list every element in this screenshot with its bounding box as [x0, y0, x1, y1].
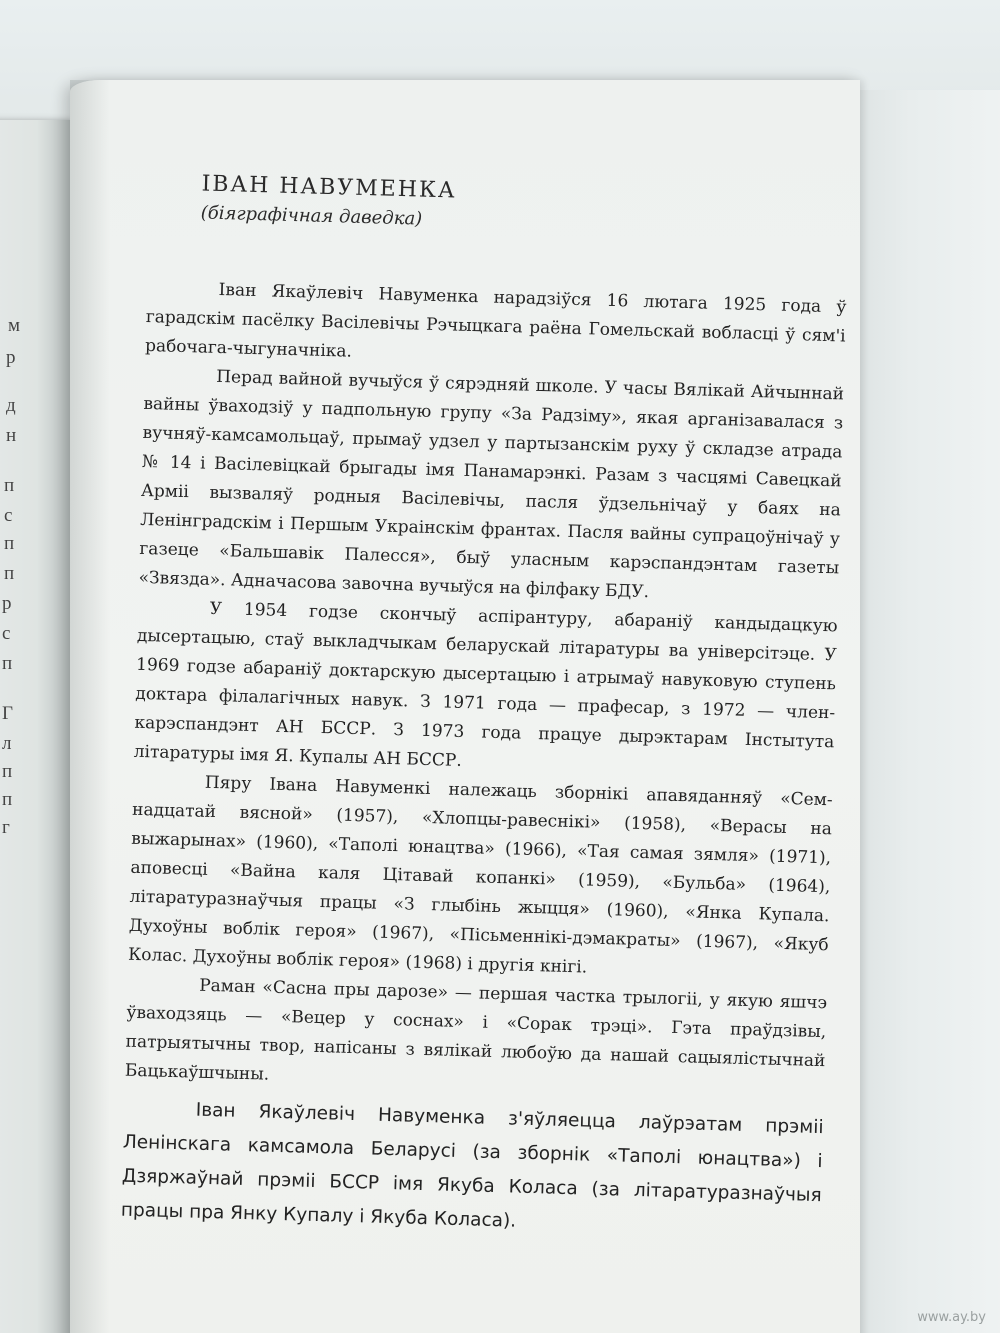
paragraph: У 1954 годзе скончыў аспірантуру, абараніў кандыдацкую дысертацыю, стаў выкладчыкам беларускай літаратуры ва універсітэце. У 1969 годзе абараніў доктарскую дысертацыю і атрымаў навуковую ступень доктара філалагічных навук. З 1971 года — прафесар, з 1972 — член-карэспандэнт АН БССР. З 1973 года працуе дырэктарам Інстытута літаратуры імя Я. Купалы АН БССР.	[133, 598, 838, 771]
facing-letter: г	[2, 817, 10, 838]
final-paragraph: Іван Якаўлевіч Навуменка з'яўляецца лаўрэатам прэміі Ленінскага камсамола Беларусі (за зборнік «Таполі юнацтва») і Дзяржаўнай прэміі БССР імя Якуба Коласа (за літаратуразнаўчыя працы пра Янку Купалу і Якуба Коласа).	[120, 1099, 824, 1232]
facing-letter: п	[2, 789, 13, 810]
facing-letter: п	[2, 761, 13, 782]
facing-letter: н	[6, 425, 17, 446]
paragraph: Перад вайной вучыўся ў сярэдняй школе. У часы Вялікай Айчыннай вайны ўваходзіў у падпольную групу «За Радзіму», якая арганізавалася з вучняў-камсамольцаў, прымаў удзел у партызанскім руху ў складзе атрада № 14 і Васілевіцкай брыгады імя Панамарэнкі. Разам з часцямі Савецкай Арміі вызваляў родныя Васілевічы, пасля ўдзельнічаў у баях на Ленінградскім і Першым Украінскім франтах. Пасля вайны супрацоўнічаў у газеце «Бальшавік Палесся», быў уласным карэспандэнтам газеты «Звязда». Адначасова завочна вучыўся на філфаку БДУ.	[138, 366, 845, 603]
facing-letter: л	[2, 733, 12, 754]
page-title: ІВАН НАВУМЕНКА	[201, 171, 457, 204]
facing-letter: п	[4, 533, 15, 554]
watermark: www.ay.by	[917, 1310, 986, 1325]
page-content	[120, 170, 849, 1247]
facing-letter: р	[2, 593, 12, 614]
paragraph: Раман «Сасна пры дарозе» — першая частка трылогіі, у якую яшчэ ўваходзяць — «Вецер у соснах» і «Сорак трэці». Гэта праўдзівы, патрыятычны твор, напісаны з вялікай любоўю да нашай сацыялістычнай Бацькаўшчыны.	[124, 975, 828, 1085]
facing-letter: с	[4, 505, 13, 526]
facing-letter: с	[2, 623, 11, 644]
facing-letter: м	[8, 315, 21, 336]
page-subtitle: (біяграфічная даведка)	[200, 202, 423, 230]
facing-letter: п	[4, 475, 15, 496]
biography-text	[120, 274, 846, 1247]
facing-letter: Г	[2, 703, 13, 724]
facing-letter: д	[6, 395, 16, 416]
facing-letter: п	[2, 653, 13, 674]
paragraph: Пяру Івана Навуменкі належаць зборнікі апавяданняў «Сем-надцатай вясной» (1957), «Хлопцы-равеснікі» (1958), «Верасы на выжарынах» (1960), «Таполі юнацтва» (1966), «Тая самая зямля» (1971), аповесці «Вайна каля Цітавай копанкі» (1959), «Бульба» (1964), літаратуразнаўчыя працы «З глыбінь жыцця» (1960), «Янка Купала. Духоўны воблік героя» (1967), «Пісьменнікі-дэмакраты» (1967), «Якуб Колас. Духоўны воблік героя» (1968) і другія кнігі.	[127, 772, 833, 978]
facing-page	[0, 120, 70, 1333]
paragraph: Іван Якаўлевіч Навуменка нарадзіўся 16 лютага 1925 года ў гарадскім пасёлку Васілевічы Рэчыцкага раёна Гомельскай вобласці ў сям'і рабочага-чыгуначніка.	[144, 279, 847, 362]
facing-letter: р	[6, 347, 16, 368]
facing-letter: п	[4, 563, 15, 584]
